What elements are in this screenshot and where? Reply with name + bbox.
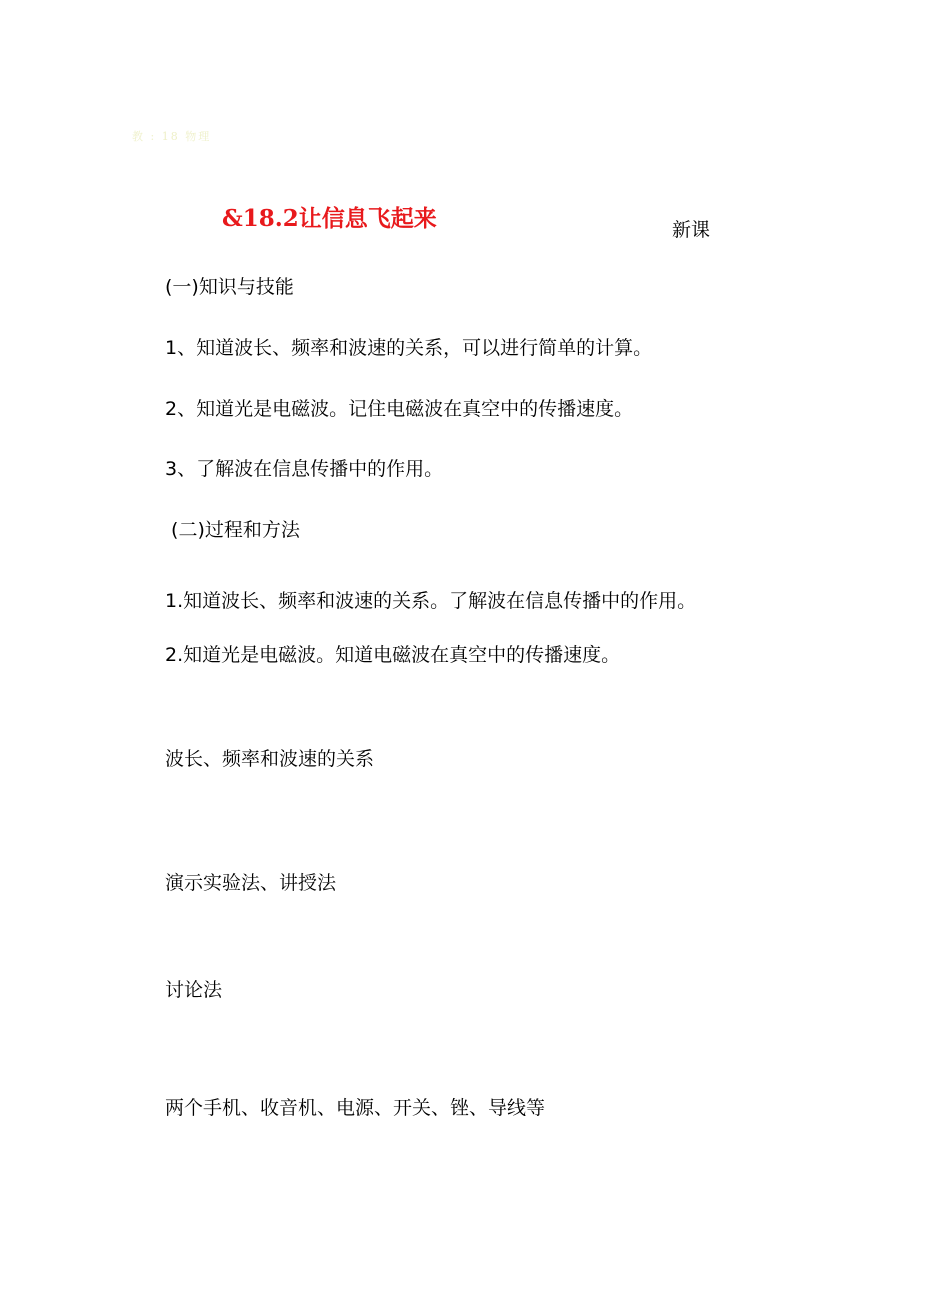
- key-point-text: 波长、频率和波速的关系: [165, 748, 375, 770]
- methods-text: 演示实验法、讲授法: [165, 872, 337, 894]
- lesson-title: &18.2让信息飞起来: [222, 205, 437, 232]
- knowledge-item-3: 3、了解波在信息传播中的作用。: [165, 458, 444, 480]
- materials-text: 两个手机、收音机、电源、开关、锉、导线等: [165, 1097, 546, 1119]
- lesson-type-label: 新课: [672, 219, 711, 241]
- knowledge-item-2: 2、知道光是电磁波。记住电磁波在真空中的传播速度。: [165, 398, 634, 420]
- knowledge-item-1: 1、知道波长、频率和波速的关系，可以进行简单的计算。: [165, 337, 653, 359]
- knowledge-heading: (一)知识与技能: [165, 276, 294, 298]
- process-heading: (二)过程和方法: [165, 519, 300, 541]
- process-item-2: 2.知道光是电磁波。知道电磁波在真空中的传播速度。: [165, 644, 621, 666]
- faint-header-text: 教 : 18 物理: [132, 130, 212, 143]
- discussion-text: 讨论法: [165, 979, 223, 1001]
- process-item-1: 1.知道波长、频率和波速的关系。了解波在信息传播中的作用。: [165, 590, 697, 612]
